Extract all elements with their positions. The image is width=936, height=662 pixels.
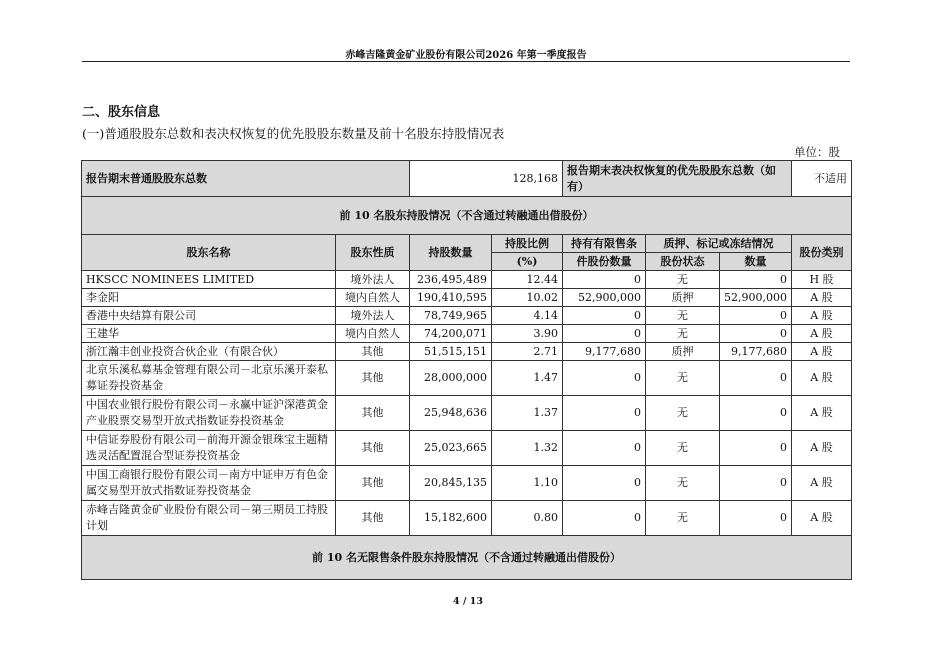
holder-restricted-shares: 0 [563,501,646,536]
holder-restricted-shares: 52,900,000 [563,289,646,307]
holder-restricted-shares: 0 [563,466,646,501]
holder-ratio: 0.80 [492,501,563,536]
col-header-nature: 股东性质 [336,235,410,271]
holder-share-class: A 股 [792,501,852,536]
holder-name: 北京乐溪私募基金管理有限公司－北京乐溪开泰私募证券投资基金 [82,361,336,396]
holder-nature: 其他 [336,361,410,396]
table-row [82,307,852,325]
holder-nature: 其他 [336,501,410,536]
holder-pledge-qty: 9,177,680 [720,343,792,361]
common-holders-value: 128,168 [410,161,563,197]
section-title: 二、股东信息 [82,105,161,120]
holder-pledge-status: 无 [646,466,720,501]
holder-name: 中国农业银行股份有限公司－永赢中证沪深港黄金产业股票交易型开放式指数证券投资基金 [82,396,336,431]
col-header-ratio: 持股比例 [492,235,563,253]
holder-ratio: 1.10 [492,466,563,501]
holder-nature: 境外法人 [336,307,410,325]
subsection-title: (一)普通股股东总数和表决权恢复的优先股股东数量及前十名股东持股情况表 [82,126,505,141]
holder-pledge-qty: 0 [720,325,792,343]
top10-title: 前 10 名股东持股情况（不含通过转融通出借股份） [82,197,852,235]
holder-shares: 20,845,135 [410,466,492,501]
col-header-pledge-group: 质押、标记或冻结情况 [646,235,792,253]
holder-restricted-shares: 0 [563,361,646,396]
holder-ratio: 1.37 [492,396,563,431]
holder-restricted-shares: 9,177,680 [563,343,646,361]
col-header-pledge-qty: 数量 [720,253,792,271]
holder-pledge-qty: 0 [720,466,792,501]
holder-restricted-shares: 0 [563,307,646,325]
holder-nature: 境内自然人 [336,325,410,343]
col-header-restricted-2: 件股份数量 [563,253,646,271]
holder-share-class: A 股 [792,325,852,343]
holder-ratio: 1.47 [492,361,563,396]
holder-pledge-qty: 0 [720,501,792,536]
table-row [82,325,852,343]
holder-shares: 51,515,151 [410,343,492,361]
holder-ratio: 4.14 [492,307,563,325]
holder-pledge-status: 质押 [646,343,720,361]
page-number: 4 / 13 [453,596,483,607]
holder-pledge-status: 无 [646,396,720,431]
header-divider [82,61,850,62]
report-header: 赤峰吉隆黄金矿业股份有限公司2026 年第一季度报告 [345,50,587,61]
holder-shares: 25,023,665 [410,431,492,466]
holder-name: 李金阳 [82,289,336,307]
holder-name: 中国工商银行股份有限公司－南方中证申万有色金属交易型开放式指数证券投资基金 [82,466,336,501]
holder-name: HKSCC NOMINEES LIMITED [82,271,336,289]
table-row [82,343,852,361]
common-holders-label: 报告期末普通股股东总数 [82,161,410,197]
holder-pledge-qty: 0 [720,431,792,466]
holder-pledge-status: 无 [646,271,720,289]
holder-share-class: A 股 [792,396,852,431]
holder-pledge-qty: 52,900,000 [720,289,792,307]
holder-pledge-status: 无 [646,431,720,466]
preferred-holders-value: 不适用 [792,161,852,197]
holder-name: 王建华 [82,325,336,343]
holder-shares: 28,000,000 [410,361,492,396]
col-header-name: 股东名称 [82,235,336,271]
unrestricted-title: 前 10 名无限售条件股东持股情况（不含通过转融通出借股份） [82,536,852,580]
holder-shares: 190,410,595 [410,289,492,307]
column-header-row-1 [82,235,852,253]
holder-pledge-qty: 0 [720,307,792,325]
holder-pledge-qty: 0 [720,271,792,289]
table-row [82,361,852,396]
holder-shares: 236,495,489 [410,271,492,289]
holder-restricted-shares: 0 [563,396,646,431]
holder-nature: 境外法人 [336,271,410,289]
holder-name: 浙江瀚丰创业投资合伙企业（有限合伙） [82,343,336,361]
col-header-restricted: 持有有限售条 [563,235,646,253]
holder-name: 香港中央结算有限公司 [82,307,336,325]
col-header-share-class: 股份类别 [792,235,852,271]
holder-ratio: 2.71 [492,343,563,361]
holder-ratio: 3.90 [492,325,563,343]
holder-share-class: A 股 [792,466,852,501]
preferred-holders-label: 报告期末表决权恢复的优先股股东总数（如有） [563,161,792,197]
holder-pledge-status: 无 [646,325,720,343]
holder-pledge-status: 无 [646,307,720,325]
holder-shares: 78,749,965 [410,307,492,325]
holder-ratio: 12.44 [492,271,563,289]
holder-nature: 其他 [336,431,410,466]
holder-nature: 其他 [336,396,410,431]
holder-name: 中信证券股份有限公司－前海开源金银珠宝主题精选灵活配置混合型证券投资基金 [82,431,336,466]
table-row [82,271,852,289]
holder-pledge-qty: 0 [720,361,792,396]
holder-share-class: A 股 [792,307,852,325]
holder-shares: 74,200,071 [410,325,492,343]
holder-pledge-status: 质押 [646,289,720,307]
col-header-ratio-unit: (%) [492,253,563,271]
holder-share-class: A 股 [792,431,852,466]
holder-pledge-qty: 0 [720,396,792,431]
table-row [82,431,852,466]
holder-restricted-shares: 0 [563,325,646,343]
holder-nature: 其他 [336,343,410,361]
holder-share-class: H 股 [792,271,852,289]
holder-nature: 其他 [336,466,410,501]
holder-shares: 25,948,636 [410,396,492,431]
table-row [82,289,852,307]
holder-name: 赤峰吉隆黄金矿业股份有限公司－第三期员工持股计划 [82,501,336,536]
holder-share-class: A 股 [792,343,852,361]
summary-row [82,161,852,197]
holder-ratio: 1.32 [492,431,563,466]
holder-ratio: 10.02 [492,289,563,307]
holder-shares: 15,182,600 [410,501,492,536]
holder-share-class: A 股 [792,361,852,396]
top10-title-row [82,197,852,235]
col-header-pledge-status: 股份状态 [646,253,720,271]
holder-pledge-status: 无 [646,501,720,536]
holder-nature: 境内自然人 [336,289,410,307]
table-row [82,396,852,431]
table-row [82,466,852,501]
holder-pledge-status: 无 [646,361,720,396]
holder-share-class: A 股 [792,289,852,307]
unit-label: 单位：股 [794,145,840,159]
holder-restricted-shares: 0 [563,431,646,466]
holder-restricted-shares: 0 [563,271,646,289]
shareholders-table [81,160,852,580]
col-header-shares: 持股数量 [410,235,492,271]
unrestricted-title-row [82,536,852,580]
table-row [82,501,852,536]
